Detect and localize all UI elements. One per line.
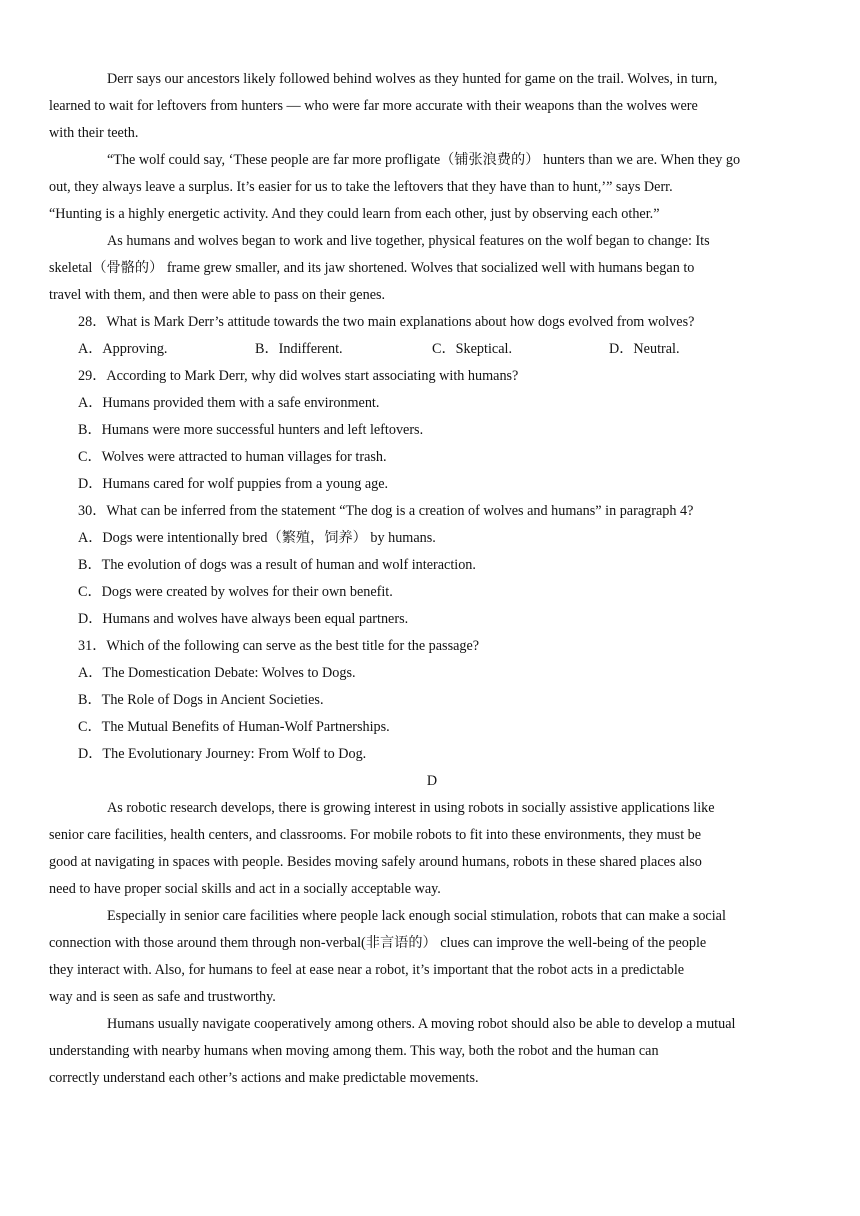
option-c[interactable]: C．Wolves were attracted to human villages for trash. xyxy=(78,449,387,465)
question-stem xyxy=(78,633,786,660)
text-line: As robotic research develops, there is growing interest in using robots in socially assistive applications like xyxy=(107,800,715,816)
passage-d-paragraph-3 xyxy=(49,1011,786,1092)
question-29 xyxy=(78,363,786,498)
option-d[interactable]: D．Humans cared for wolf puppies from a young age. xyxy=(78,476,389,492)
option-a[interactable]: A．Approving. xyxy=(78,341,168,357)
text-line: senior care facilities, health centers, and classrooms. For mobile robots to fit into these environments, they must be xyxy=(49,827,702,843)
question-stem xyxy=(78,309,786,336)
passage-c xyxy=(49,66,786,309)
option-a[interactable]: A．Dogs were intentionally bred（繁殖，饲养） by humans. xyxy=(78,530,436,546)
document-body xyxy=(49,66,786,1092)
text-line: “The wolf could say, ‘These people are far more profligate（铺张浪费的） hunters than we are. When they go xyxy=(107,152,741,168)
option-c[interactable]: C．Dogs were created by wolves for their own benefit. xyxy=(78,584,393,600)
question-text: According to Mark Derr, why did wolves start associating with humans? xyxy=(106,368,519,384)
passage-c-paragraph-3 xyxy=(49,228,786,309)
text-line: learned to wait for leftovers from hunters — who were far more accurate with their weapons than the wolves were xyxy=(49,98,698,114)
option-d[interactable]: D．Humans and wolves have always been equal partners. xyxy=(78,611,409,627)
text-line: correctly understand each other’s actions and make predictable movements. xyxy=(49,1070,479,1086)
text-line: connection with those around them through non-verbal(非言语的） clues can improve the well-being of the people xyxy=(49,935,707,951)
question-text: What can be inferred from the statement “The dog is a creation of wolves and humans” in paragraph 4? xyxy=(106,503,694,519)
text-line: understanding with nearby humans when moving among them. This way, both the robot and the human can xyxy=(49,1043,659,1059)
text-line: they interact with. Also, for humans to feel at ease near a robot, it’s important that the robot acts in a predictable xyxy=(49,962,685,978)
question-31 xyxy=(78,633,786,768)
option-d[interactable]: D．The Evolutionary Journey: From Wolf to Dog. xyxy=(78,746,367,762)
option-c[interactable]: C．Skeptical. xyxy=(432,341,512,357)
text-line: Derr says our ancestors likely followed behind wolves as they hunted for game on the trail. Wolves, in turn, xyxy=(107,71,718,87)
passage-c-paragraph-1 xyxy=(49,66,786,147)
option-d[interactable]: D．Neutral. xyxy=(609,341,680,357)
passage-c-paragraph-2 xyxy=(49,147,786,228)
text-line: out, they always leave a surplus. It’s easier for us to take the leftovers that they have than to hunt,’” says Derr. xyxy=(49,179,673,195)
text-line: way and is seen as safe and trustworthy. xyxy=(49,989,276,1005)
text-line: skeletal（骨骼的） frame grew smaller, and its jaw shortened. Wolves that socialized well with humans began to xyxy=(49,260,695,276)
option-b[interactable]: B．Indifferent. xyxy=(255,341,343,357)
options-row xyxy=(78,336,786,363)
question-stem xyxy=(78,363,786,390)
text-line: good at navigating in spaces with people. Besides moving safely around humans, robots in these shared places also xyxy=(49,854,702,870)
passage-d-paragraph-2 xyxy=(49,903,786,1011)
question-text: What is Mark Derr’s attitude towards the two main explanations about how dogs evolved from wolves? xyxy=(106,314,695,330)
question-30 xyxy=(78,498,786,633)
question-stem xyxy=(78,498,786,525)
option-c[interactable]: C．The Mutual Benefits of Human-Wolf Partnerships. xyxy=(78,719,390,735)
section-heading: D xyxy=(426,773,438,789)
text-line: “Hunting is a highly energetic activity. And they could learn from each other, just by observing each other.” xyxy=(49,206,660,222)
option-b[interactable]: B．The evolution of dogs was a result of human and wolf interaction. xyxy=(78,557,476,573)
text-line: Especially in senior care facilities where people lack enough social stimulation, robots that can make a social xyxy=(107,908,726,924)
passage-d-paragraph-1 xyxy=(49,795,786,903)
option-b[interactable]: B．Humans were more successful hunters and left leftovers. xyxy=(78,422,424,438)
question-number: 29． xyxy=(78,368,107,384)
option-a[interactable]: A．The Domestication Debate: Wolves to Dogs. xyxy=(78,665,356,681)
text-line: with their teeth. xyxy=(49,125,139,141)
text-line: As humans and wolves began to work and live together, physical features on the wolf began to change: Its xyxy=(107,233,710,249)
passage-d xyxy=(49,768,786,1092)
question-number: 31． xyxy=(78,638,107,654)
text-line: travel with them, and then were able to pass on their genes. xyxy=(49,287,386,303)
text-line: need to have proper social skills and act in a socially acceptable way. xyxy=(49,881,441,897)
option-a[interactable]: A．Humans provided them with a safe environment. xyxy=(78,395,380,411)
question-number: 30． xyxy=(78,503,107,519)
option-b[interactable]: B．The Role of Dogs in Ancient Societies. xyxy=(78,692,324,708)
question-text: Which of the following can serve as the best title for the passage? xyxy=(106,638,480,654)
question-28 xyxy=(78,309,786,363)
question-number: 28． xyxy=(78,314,107,330)
text-line: Humans usually navigate cooperatively among others. A moving robot should also be able to develop a mutual xyxy=(107,1016,736,1032)
